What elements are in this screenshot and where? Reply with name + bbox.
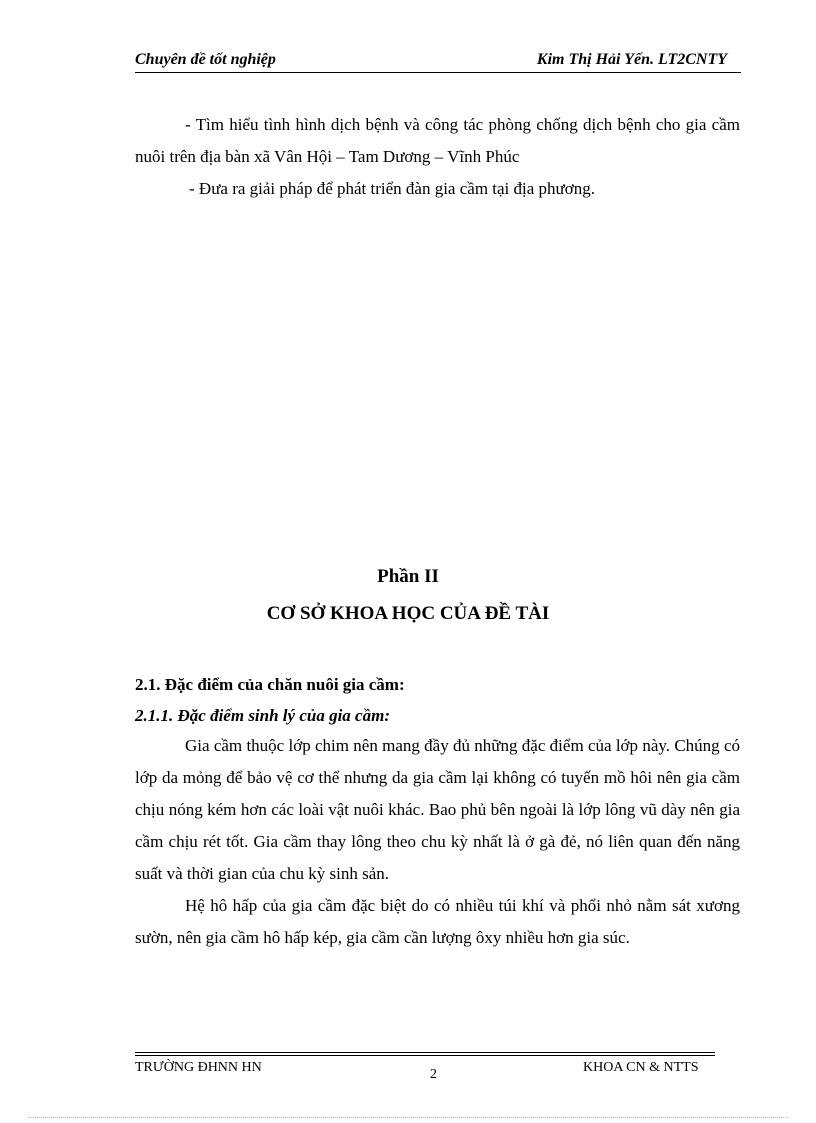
header-document-type: Chuyên đề tốt nghiệp xyxy=(135,51,276,68)
part-heading: Phần II xyxy=(377,566,439,587)
section-title: CƠ SỞ KHOA HỌC CỦA ĐỀ TÀI xyxy=(266,603,550,624)
page-number: 2 xyxy=(430,1067,437,1082)
objective-bullet-1: - Tìm hiểu tình hình dịch bệnh và công tác phòng chống dịch bệnh cho gia cầm nuôi trên địa bàn xã Vân Hội – Tam Dương – Vĩnh Phúc xyxy=(135,115,740,166)
page-header xyxy=(135,50,741,73)
footer-rule-bottom xyxy=(135,1055,715,1056)
heading-2-1: 2.1. Đặc điểm của chăn nuôi gia cầm: xyxy=(135,675,405,694)
footer-university: TRƯỜNG ĐHNN HN xyxy=(135,1060,262,1075)
footer-rule-top xyxy=(135,1052,715,1053)
paragraph-physiology: Gia cầm thuộc lớp chim nên mang đầy đủ những đặc điểm của lớp này. Chúng có lớp da mỏng để bảo vệ cơ thể nhưng da gia cầm lại không có tuyến mồ hôi nên gia cầm chịu nóng kém hơn các loài vật nuôi khác. Bao phủ bên ngoài là lớp lông vũ dày nên gia cầm chịu rét tốt. Gia cầm thay lông theo chu kỳ nhất là ở gà đẻ, nó liên quan đến năng suất và thời gian của chu kỳ sinh sản. xyxy=(135,736,740,883)
header-author: Kim Thị Hải Yến. LT2CNTY xyxy=(536,51,727,68)
objective-bullet-2: - Đưa ra giải pháp để phát triển đàn gia cầm tại địa phương. xyxy=(189,179,595,198)
paragraph-respiratory: Hệ hô hấp của gia cầm đặc biệt do có nhiều túi khí và phổi nhỏ nằm sát xương sườn, nên gia cầm hô hấp kép, gia cầm cần lượng ôxy nhiều hơn gia súc. xyxy=(135,896,740,947)
heading-2-1-1: 2.1.1. Đặc điểm sinh lý của gia cầm: xyxy=(135,706,390,725)
page-edge-marker xyxy=(28,1117,788,1118)
footer-faculty: KHOA CN & NTTS xyxy=(583,1060,699,1075)
